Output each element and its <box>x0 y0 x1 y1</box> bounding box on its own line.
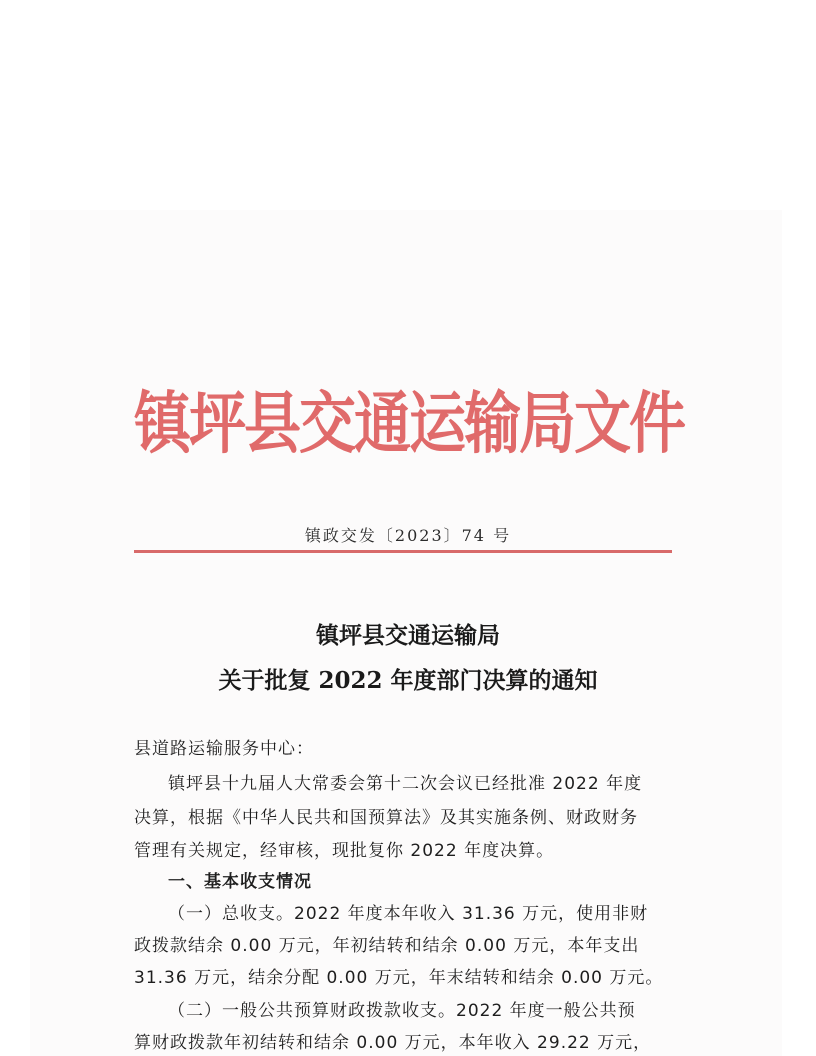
recipient-line: 县道路运输服务中心： <box>134 739 314 759</box>
item2-line-1: （二）一般公共预算财政拨款收支。2022 年度一般公共预 <box>168 1001 636 1021</box>
item1-line-1: （一）总收支。2022 年度本年收入 31.36 万元，使用非财 <box>168 904 649 924</box>
notice-title-line-1: 镇坪县交通运输局 <box>316 622 500 649</box>
red-separator-line <box>134 550 672 553</box>
body-line-1: 镇坪县十九届人大常委会第十二次会议已经批准 2022 年度 <box>168 774 643 794</box>
body-line-3: 管理有关规定，经审核，现批复你 2022 年度决算。 <box>134 841 555 861</box>
item1-line-3: 31.36 万元，结余分配 0.00 万元，年末结转和结余 0.00 万元。 <box>134 968 664 988</box>
item1-line-2: 政拨款结余 0.00 万元，年初结转和结余 0.00 万元，本年支出 <box>134 936 640 956</box>
notice-title-line-2: 关于批复 2022 年度部门决算的通知 <box>218 667 598 694</box>
item2-line-2: 算财政拨款年初结转和结余 0.00 万元，本年收入 29.22 万元， <box>134 1033 652 1053</box>
body-line-2: 决算，根据《中华人民共和国预算法》及其实施条例、财政财务 <box>134 808 638 828</box>
document-header-title: 镇坪县交通运输局文件 <box>134 383 684 463</box>
section-heading: 一、基本收支情况 <box>168 872 312 892</box>
document-number: 镇政交发〔2023〕74 号 <box>304 526 512 545</box>
